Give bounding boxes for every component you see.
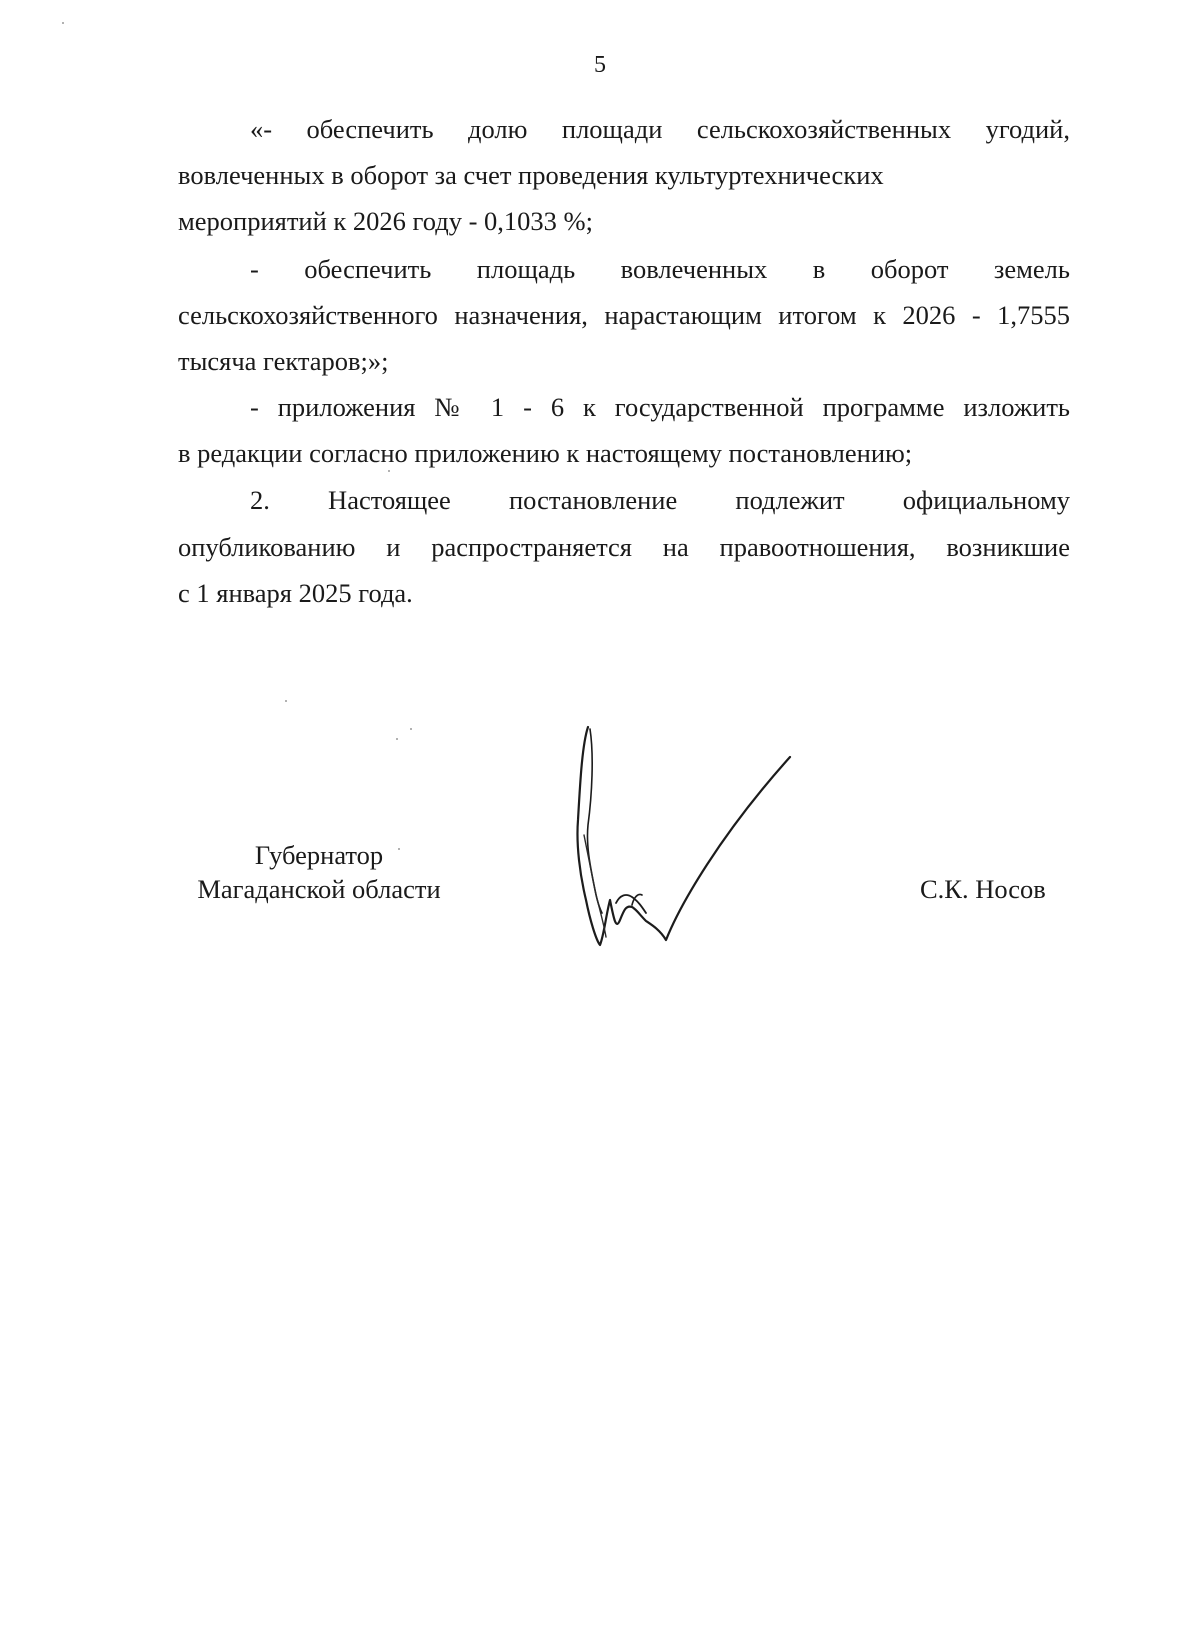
position-title: Губернатор xyxy=(254,840,384,870)
paragraph-2-line-1 xyxy=(250,252,1070,286)
paragraph-1-line-1: «- обеспечить долю площади сельскохозяйственных угодий, xyxy=(250,114,1070,144)
scan-speck xyxy=(410,728,412,730)
paragraph-4-line-3: с 1 января 2025 года. xyxy=(178,578,413,608)
position-region: Магаданской области xyxy=(197,874,441,904)
page-number: 5 xyxy=(594,52,606,78)
handwritten-signature xyxy=(570,725,840,975)
paragraph-3-line-2: в редакции согласно приложению к настоящему постановлению; xyxy=(178,438,913,468)
paragraph-4-line-1: 2. Настоящее постановление подлежит официальному xyxy=(250,485,1070,515)
scan-speck xyxy=(62,22,64,24)
scan-speck xyxy=(285,700,287,702)
paragraph-2-line-3: тысяча гектаров;»; xyxy=(178,346,389,376)
signatory-name: С.К. Носов xyxy=(920,874,1046,904)
scan-speck xyxy=(398,848,400,850)
signatory-position xyxy=(178,838,460,906)
scan-speck xyxy=(396,738,398,740)
paragraph-1-line-3: мероприятий к 2026 году - 0,1033 %; xyxy=(178,206,593,236)
scan-speck xyxy=(388,470,390,472)
paragraph-1-line-2: вовлеченных в оборот за счет проведения культуртехнических xyxy=(178,160,884,190)
paragraph-4-line-2: опубликованию и распространяется на правоотношения, возникшие xyxy=(178,532,1070,562)
paragraph-3-line-1: - приложения № 1 - 6 к государственной программе изложить xyxy=(250,392,1070,422)
paragraph-2-line-2: сельскохозяйственного назначения, нарастающим итогом к 2026 - 1,7555 xyxy=(178,300,1070,330)
paragraph-2-line-1-text: - обеспечить площадь вовлеченных в оборот земель xyxy=(250,254,1070,284)
